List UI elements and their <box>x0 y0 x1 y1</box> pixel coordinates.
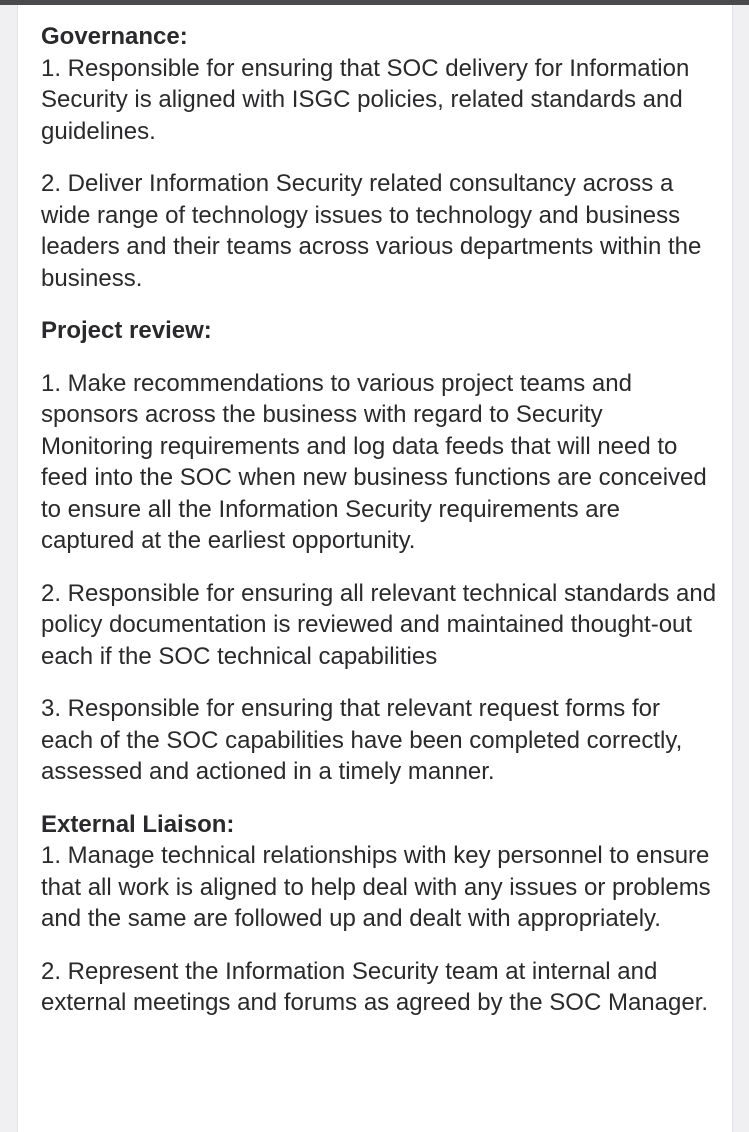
message-text <box>41 21 717 1019</box>
governance-item-1: 1. Responsible for ensuring that SOC delivery for Information Security is aligned with ISGC policies, related standards and guidelines. <box>41 54 690 145</box>
message-card <box>17 5 733 1132</box>
project-review-item-2: 2. Responsible for ensuring all relevant technical standards and policy documentation is reviewed and maintained thought-out each if the SOC technical capabilities <box>41 579 717 670</box>
section-heading-external-liaison: External Liaison: <box>41 810 235 838</box>
project-review-item-1: 1. Make recommendations to various project teams and sponsors across the business with regard to Security Monitoring requirements and log data feeds that will need to feed into the SOC when new business functions are conceived to ensure all the Information Security requirements are captured at the earliest opportunity. <box>41 369 707 554</box>
section-heading-project-review: Project review: <box>41 317 212 344</box>
external-liaison-item-1: 1. Manage technical relationships with key personnel to ensure that all work is aligned to help deal with any issues or problems and the same are followed up and dealt with appropriately. <box>41 842 711 932</box>
section-heading-governance: Governance: <box>41 23 188 50</box>
external-liaison-item-2: 2. Represent the Information Security team at internal and external meetings and forums as agreed by the SOC Manager. <box>41 957 709 1016</box>
project-review-item-3: 3. Responsible for ensuring that relevant request forms for each of the SOC capabilities have been completed correctly, assessed and actioned in a timely manner. <box>41 695 683 785</box>
governance-item-2: 2. Deliver Information Security related consultancy across a wide range of technology issues to technology and business leaders and their teams across various departments within the business. <box>41 170 702 292</box>
